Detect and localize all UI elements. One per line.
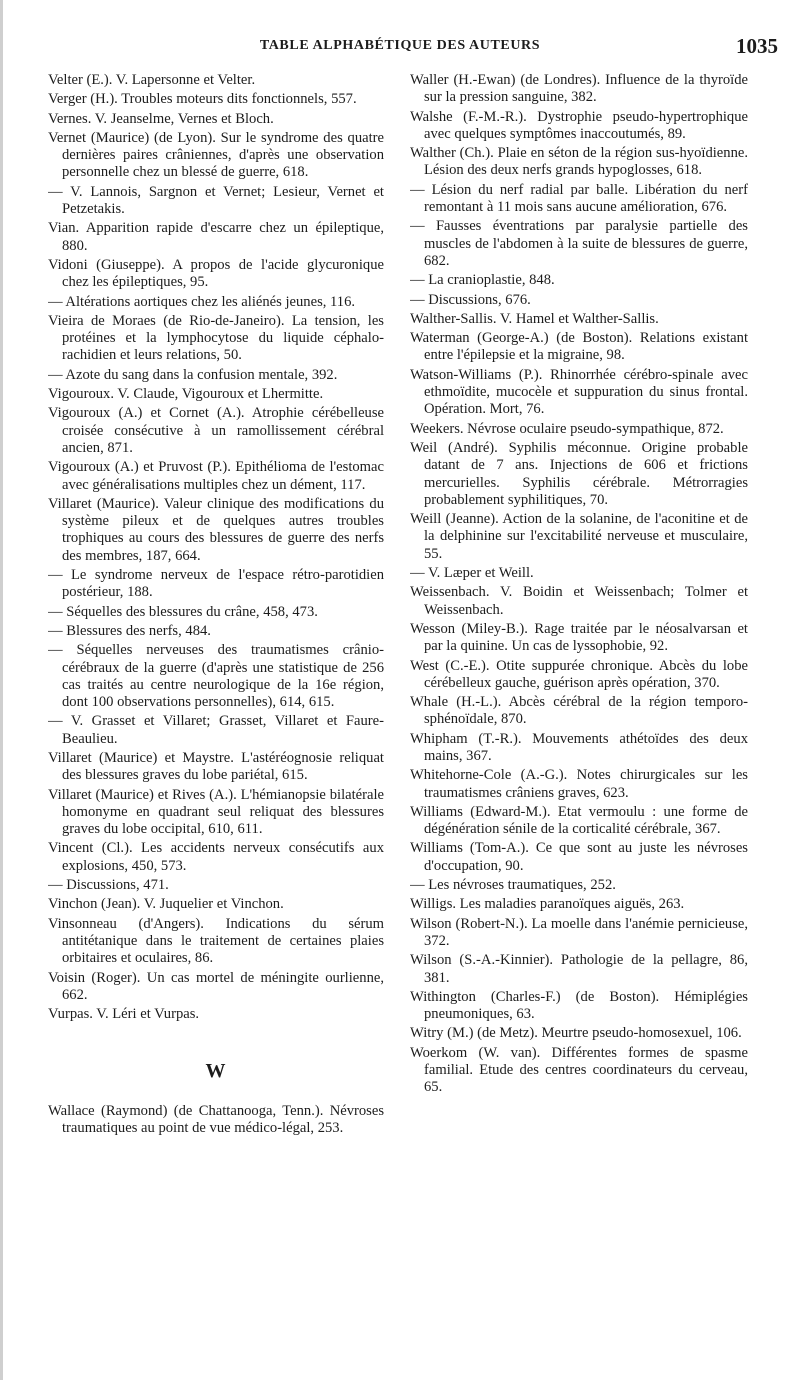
index-entry: — Le syndrome nerveux de l'espace rétro-parotidien postérieur, 188. [48, 567, 384, 601]
index-entry: — Lésion du nerf radial par balle. Libération du nerf remontant à 11 mois sans aucune amélioration, 676. [410, 181, 748, 216]
index-entry: Weissenbach. V. Boidin et Weissenbach; Tolmer et Weissenbach. [410, 584, 748, 618]
index-entry: Weill (Jeanne). Action de la solanine, de l'aconitine et de la delphinine sur l'excitabilité nerveuse et musculaire, 55. [410, 511, 748, 562]
index-entry: Walshe (F.-M.-R.). Dystrophie pseudo-hypertrophique avec quelques symptômes inaccoutumés, 89. [410, 108, 748, 142]
index-entry: Vernes. V. Jeanselme, Vernes et Bloch. [48, 110, 274, 127]
index-entry: Vieira de Moraes (de Rio-de-Janeiro). La tension, les protéines et la lymphocytose du liquide céphalo-rachidien et leurs relations, 50. [48, 312, 384, 364]
index-entry: West (C.-E.). Otite suppurée chronique. Abcès du lobe cérébelleux gauche, guérison après opération, 370. [410, 657, 748, 691]
index-entry: — V. Grasset et Villaret; Grasset, Villaret et Faure-Beaulieu. [48, 713, 384, 747]
index-entry: Witry (M.) (de Metz). Meurtre pseudo-homosexuel, 106. [410, 1025, 742, 1042]
page-number: 1035 [736, 34, 778, 58]
index-entry: Whale (H.-L.). Abcès cérébral de la région temporo-sphénoïdale, 870. [410, 694, 748, 728]
index-entry: Williams (Tom-A.). Ce que sont au juste les névroses d'occupation, 90. [410, 840, 748, 874]
right-entry-list [410, 72, 748, 1097]
index-entry: Vincent (Cl.). Les accidents nerveux consécutifs aux explosions, 450, 573. [48, 840, 384, 874]
index-entry: Vigouroux (A.) et Pruvost (P.). Epithélioma de l'estomac avec généralisations multiples chez un dément, 117. [48, 459, 384, 493]
index-entry: Williams (Edward-M.). Etat vermoulu : une forme de dégénération sénile de la corticalité cérébrale, 367. [410, 803, 748, 838]
index-entry: Woerkom (W. van). Différentes formes de spasme familial. Etude des centres coordinateurs du cerveau, 65. [410, 1044, 748, 1096]
index-entry: — V. Læper et Weill. [410, 565, 534, 582]
letter-heading: W [205, 1060, 227, 1083]
index-entry: — Discussions, 471. [48, 877, 169, 894]
index-entry: Villaret (Maurice) et Maystre. L'astéréognosie reliquat des blessures graves du lobe pariétal, 615. [48, 749, 384, 784]
page-header-title: TABLE ALPHABÉTIQUE DES AUTEURS [259, 38, 541, 53]
index-entry: Willigs. Les maladies paranoïques aiguës, 263. [410, 896, 685, 913]
index-entry: Watson-Williams (P.). Rhinorrhée cérébro-spinale avec ethmoïdite, mucocèle et suppuration du sinus frontal. Opération. Mort, 76. [410, 366, 748, 418]
index-entry: Waterman (George-A.) (de Boston). Relations existant entre l'épilepsie et la migraine, 98. [410, 330, 748, 364]
index-entry: Weekers. Névrose oculaire pseudo-sympathique, 872. [410, 420, 724, 437]
index-entry: Verger (H.). Troubles moteurs dits fonctionnels, 557. [48, 91, 357, 108]
left-entry-list [48, 72, 384, 1023]
left-edge-shadow [0, 0, 3, 1380]
index-entry: Vian. Apparition rapide d'escarre chez un épileptique, 880. [48, 220, 384, 254]
right-column [410, 72, 748, 1362]
index-entry: Vidoni (Giuseppe). A propos de l'acide glycuronique chez les épileptiques, 95. [48, 256, 384, 291]
index-entry: Vigouroux (A.) et Cornet (A.). Atrophie cérébelleuse croisée consécutive à un ramollissement cérébral ancien, 871. [48, 405, 384, 456]
index-entry: — Blessures des nerfs, 484. [48, 622, 211, 639]
index-entry: Wilson (Robert-N.). La moelle dans l'anémie pernicieuse, 372. [410, 915, 748, 949]
left-column [48, 72, 384, 1362]
index-entry: — Discussions, 676. [410, 291, 531, 308]
index-entry: Villaret (Maurice). Valeur clinique des modifications du système pileux et de quelques autres troubles trophiques au cours des blessures de guerre des nerfs des membres, 187, 664. [48, 495, 384, 564]
index-entry: Villaret (Maurice) et Rives (A.). L'hémianopsie bilatérale homonyme en quadrant seul reliquat des blessures graves du lobe occipital, 610, 611. [48, 786, 384, 838]
index-entry: — Séquelles nerveuses des traumatismes crânio-cérébraux de la guerre (d'après une statistique de 256 cas traités au centre neurologique de la 16e région, dont 100 observations personnelles), 614, 615. [48, 642, 384, 711]
index-entry: — Fausses éventrations par paralysie partielle des muscles de l'abdomen à la suite de blessures de guerre, 682. [410, 218, 748, 269]
index-entry: Whipham (T.-R.). Mouvements athétoïdes des deux mains, 367. [410, 730, 748, 764]
index-entry: — V. Lannois, Sargnon et Vernet; Lesieur, Vernet et Petzetakis. [48, 183, 384, 218]
index-entry: Waller (H.-Ewan) (de Londres). Influence de la thyroïde sur la pression sanguine, 382. [410, 72, 748, 106]
index-entry: Walther (Ch.). Plaie en séton de la région sus-hyoïdienne. Lésion des deux nerfs grands hypoglosses, 618. [410, 145, 748, 179]
index-entry: Weil (André). Syphilis méconnue. Origine probable datant de 7 ans. Injections de 606 et frictions mercurielles. Syphilis cérébrale. Métrorragies probablement syphilitiques, 70. [410, 439, 748, 508]
index-entry: Voisin (Roger). Un cas mortel de méningite ourlienne, 662. [48, 969, 384, 1003]
left-entry-list-after [48, 1103, 384, 1138]
running-head [0, 36, 800, 58]
index-entry: Velter (E.). V. Lapersonne et Velter. [48, 72, 256, 88]
index-entry: Vinsonneau (d'Angers). Indications du sérum antitétanique dans le traitement de certaines plaies orbitaires et oculaires, 86. [48, 915, 384, 967]
index-entry: Vernet (Maurice) (de Lyon). Sur le syndrome des quatre dernières paires crâniennes, d'après une observation personnelle chez un blessé de guerre, 618. [48, 129, 384, 181]
index-entry: Whitehorne-Cole (A.-G.). Notes chirurgicales sur les traumatismes crâniens graves, 623. [410, 767, 748, 801]
index-entry: — Les névroses traumatiques, 252. [410, 877, 616, 894]
index-entry: Withington (Charles-F.) (de Boston). Hémiplégies pneumoniques, 63. [410, 988, 748, 1023]
index-entry: Wallace (Raymond) (de Chattanooga, Tenn.). Névroses traumatiques au point de vue médico-légal, 253. [48, 1102, 384, 1137]
index-entry: — Séquelles des blessures du crâne, 458, 473. [48, 603, 318, 620]
index-entry: Vinchon (Jean). V. Juquelier et Vinchon. [48, 896, 284, 913]
index-entry: — Azote du sang dans la confusion mentale, 392. [48, 366, 338, 383]
index-entry: — La cranioplastie, 848. [410, 272, 555, 289]
index-entry: Vigouroux. V. Claude, Vigouroux et Lhermitte. [48, 386, 324, 403]
index-entry: — Altérations aortiques chez les aliénés jeunes, 116. [48, 293, 356, 310]
index-entry: Vurpas. V. Léri et Vurpas. [48, 1006, 200, 1023]
index-entry: Wilson (S.-A.-Kinnier). Pathologie de la pellagre, 86, 381. [410, 952, 748, 986]
index-entry: Walther-Sallis. V. Hamel et Walther-Sallis. [410, 310, 659, 327]
index-entry: Wesson (Miley-B.). Rage traitée par le néosalvarsan et par la quinine. Un cas de lyssophobie, 92. [410, 620, 748, 655]
